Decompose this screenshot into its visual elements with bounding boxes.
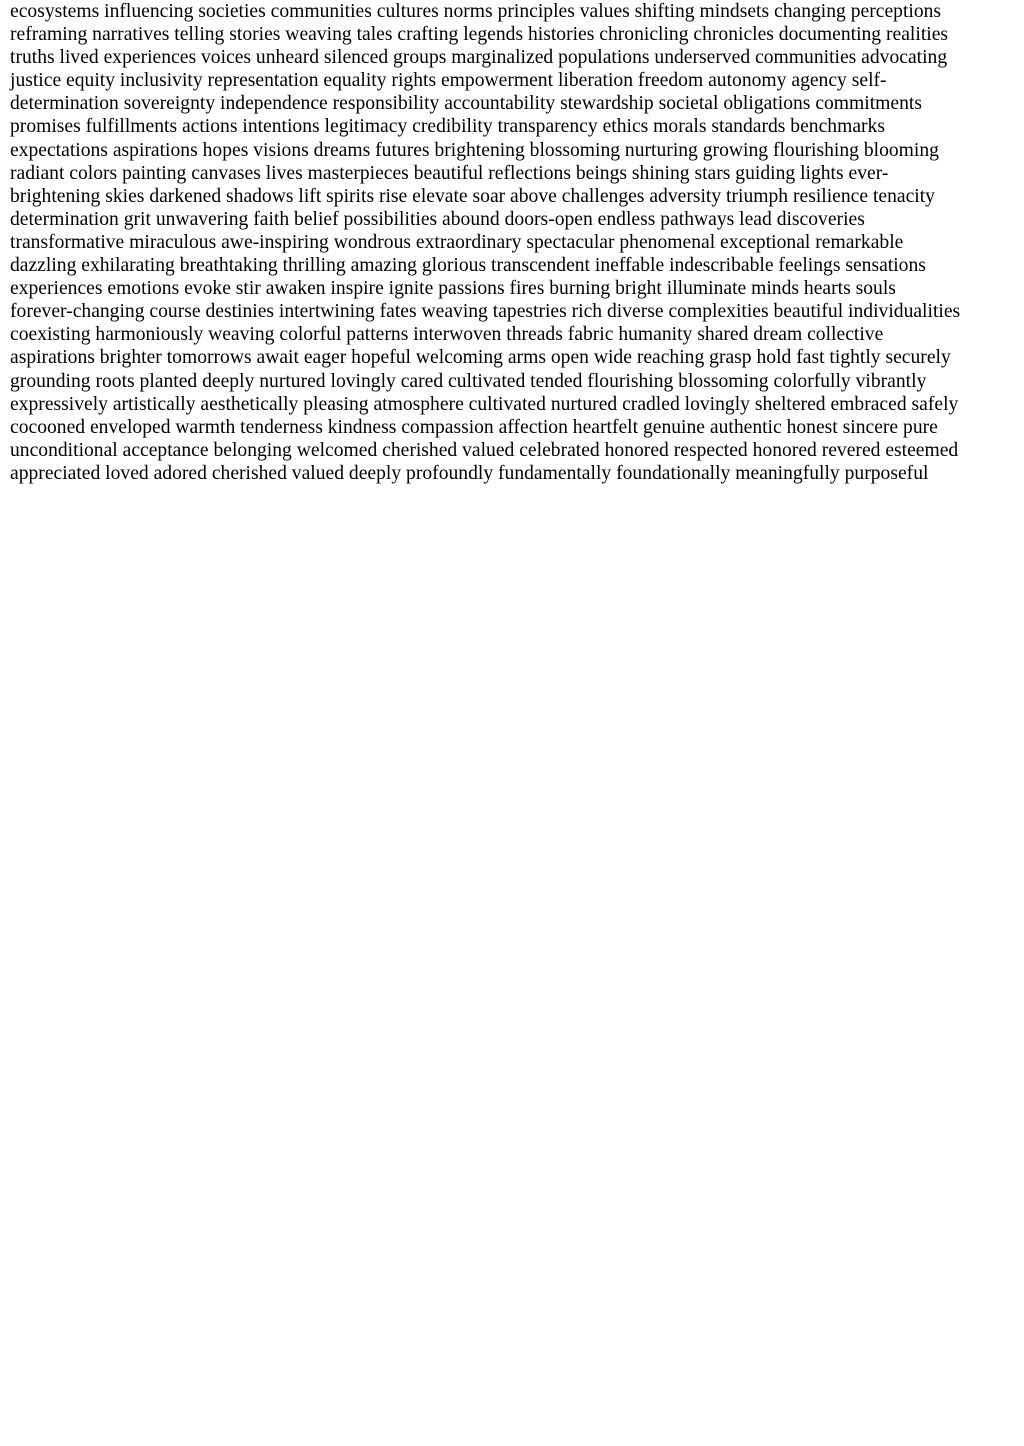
text-line: transformative miraculous awe-inspiring wondrous extraordinary spectacular phenomenal exceptional remarkable xyxy=(10,231,904,253)
text-line: radiant colors painting canvases lives masterpieces beautiful reflections beings shining stars guiding lights ever- xyxy=(10,162,889,184)
text-line: coexisting harmoniously weaving colorful patterns interwoven threads fabric humanity shared dream collective xyxy=(10,324,884,346)
text-line: determination sovereignty independence responsibility accountability stewardship societal obligations commitments xyxy=(10,93,922,115)
text-line: ecosystems influencing societies communities cultures norms principles values shifting mindsets changing perceptions xyxy=(10,1,942,22)
document-body xyxy=(10,0,1014,485)
text-line: grounding roots planted deeply nurtured lovingly cared cultivated tended flourishing blossoming colorfully vibrantly xyxy=(10,370,927,392)
text-line: truths lived experiences voices unheard silenced groups marginalized populations underserved communities advocating xyxy=(10,47,948,69)
text-line: reframing narratives telling stories weaving tales crafting legends histories chronicling chronicles documenting realities xyxy=(10,24,949,46)
text-line: cocooned enveloped warmth tenderness kindness compassion affection heartfelt genuine authentic honest sincere pure xyxy=(10,416,938,438)
text-line: dazzling exhilarating breathtaking thrilling amazing glorious transcendent ineffable indescribable feelings sensations xyxy=(10,255,926,277)
text-line: appreciated loved adored cherished valued deeply profoundly fundamentally foundationally meaningfully purposeful xyxy=(10,462,929,484)
text-line: experiences emotions evoke stir awaken inspire ignite passions fires burning bright illuminate minds hearts souls xyxy=(10,278,896,300)
text-line: aspirations brighter tomorrows await eager hopeful welcoming arms open wide reaching grasp hold fast tightly securely xyxy=(10,347,951,369)
text-line: unconditional acceptance belonging welcomed cherished valued celebrated honored respected honored revered esteemed xyxy=(10,439,959,461)
text-line: expressively artistically aesthetically pleasing atmosphere cultivated nurtured cradled lovingly sheltered embraced safely xyxy=(10,393,959,415)
text-line: justice equity inclusivity representation equality rights empowerment liberation freedom autonomy agency self- xyxy=(10,70,887,92)
text-line: determination grit unwavering faith belief possibilities abound doors-open endless pathways lead discoveries xyxy=(10,208,865,230)
text-line: forever-changing course destinies intertwining fates weaving tapestries rich diverse complexities beautiful individualities xyxy=(10,301,961,323)
text-line: promises fulfillments actions intentions legitimacy credibility transparency ethics morals standards benchmarks xyxy=(10,116,885,138)
text-line: expectations aspirations hopes visions dreams futures brightening blossoming nurturing growing flourishing blooming xyxy=(10,139,939,161)
text-line: brightening skies darkened shadows lift spirits rise elevate soar above challenges adversity triumph resilience tenacity xyxy=(10,185,935,207)
